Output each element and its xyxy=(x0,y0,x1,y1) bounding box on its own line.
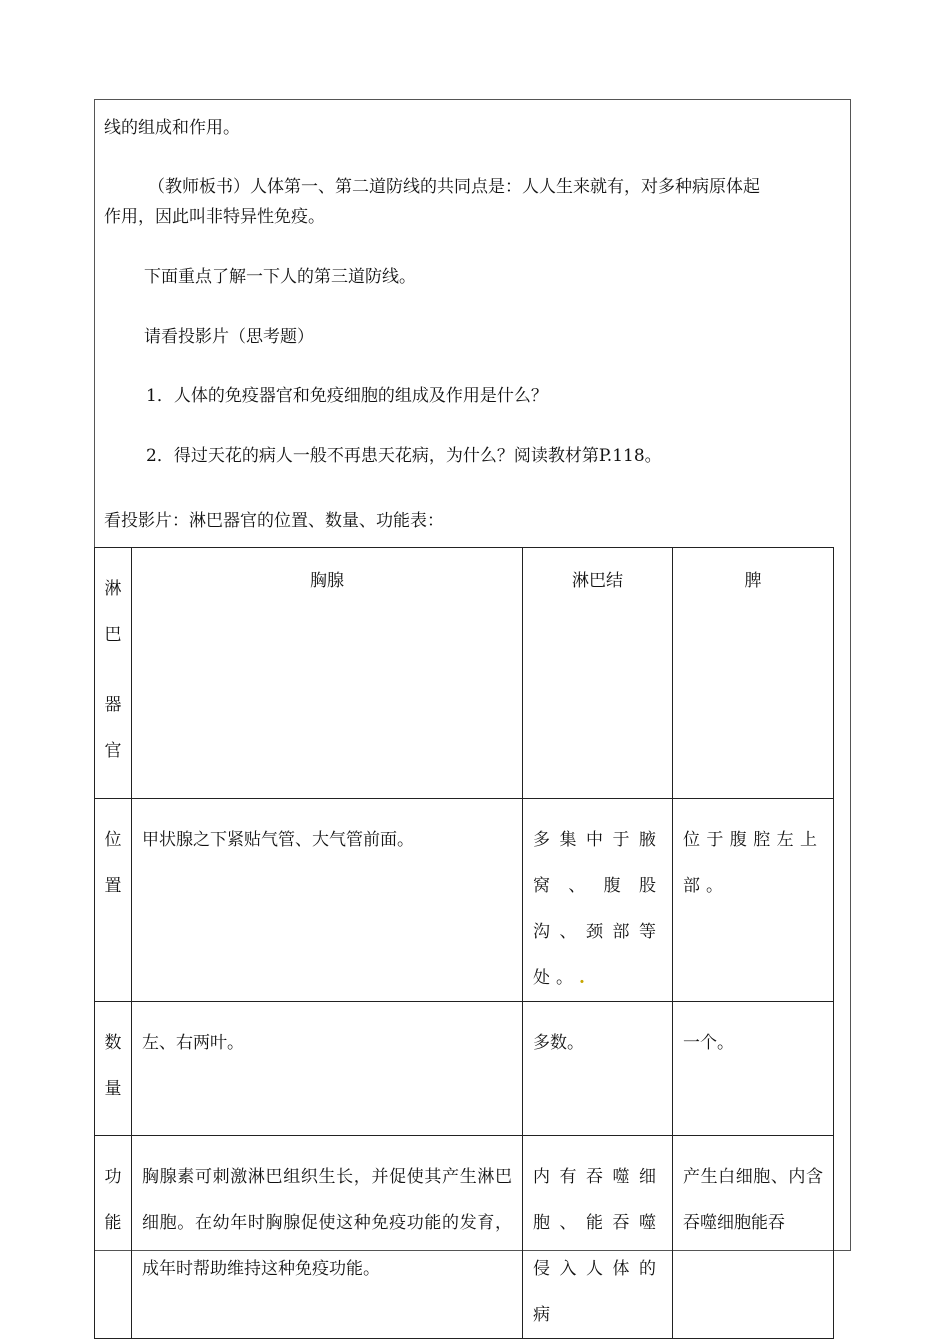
cell-lymph-node-function: 内有吞噬细胞、能吞噬侵入人体的病 xyxy=(523,1136,673,1339)
row-label-char: 能 xyxy=(104,1213,122,1233)
header-lymph-node: 淋巴结 xyxy=(523,548,673,799)
paragraph-teacher-note-cont: 作用，因此叫非特异性免疫。 xyxy=(104,207,325,227)
row-label-char: 数 xyxy=(104,1033,122,1053)
cell-lymph-node-count: 多数。 xyxy=(523,1002,673,1136)
paragraph-teacher-note: （教师板书）人体第一、第二道防线的共同点是：人人生来就有，对多种病原体起 xyxy=(148,177,760,197)
row-label-function xyxy=(95,1136,132,1339)
question-2: 2．得过天花的病人一般不再患天花病，为什么？阅读教材第P.118。 xyxy=(146,446,662,466)
table-row-count xyxy=(95,1002,834,1136)
row-label-char: 置 xyxy=(104,876,122,896)
cell-thymus-function: 胸腺素可刺激淋巴组织生长，并促使其产生淋巴细胞。在幼年时胸腺促使这种免疫功能的发育，成年时帮助维持这种免疫功能。 xyxy=(132,1136,523,1339)
row-label-char: 功 xyxy=(104,1167,122,1187)
header-spleen: 脾 xyxy=(673,548,834,799)
cell-mark: . xyxy=(579,968,591,988)
lymph-organ-table xyxy=(94,547,834,1339)
cell-thymus-position: 甲状腺之下紧贴气管、大气管前面。 xyxy=(132,799,523,1002)
paragraph-third-defense: 下面重点了解一下人的第三道防线。 xyxy=(144,267,416,287)
table-row-function xyxy=(95,1136,834,1339)
row-label-char: 巴 xyxy=(104,625,122,645)
question-1: 1．人体的免疫器官和免疫细胞的组成及作用是什么？ xyxy=(146,386,548,406)
header-thymus: 胸腺 xyxy=(132,548,523,799)
row-label-organ xyxy=(95,548,132,799)
row-label-char: 官 xyxy=(104,741,122,761)
table-caption: 看投影片：淋巴器官的位置、数量、功能表： xyxy=(104,511,444,531)
cell-thymus-count: 左、右两叶。 xyxy=(132,1002,523,1136)
table-row-position xyxy=(95,799,834,1002)
cell-spleen-position: 位于腹腔左上部。 xyxy=(673,799,834,1002)
paragraph-defense-line: 线的组成和作用。 xyxy=(104,118,240,138)
row-label-char: 淋 xyxy=(104,579,122,599)
cell-spleen-function: 产生白细胞、内含吞噬细胞能吞 xyxy=(673,1136,834,1339)
row-label-char: 量 xyxy=(104,1079,122,1099)
row-label-char: 位 xyxy=(104,830,122,850)
row-label-count xyxy=(95,1002,132,1136)
table-row-header xyxy=(95,548,834,799)
cell-lymph-node-position xyxy=(523,799,673,1002)
row-label-char: 器 xyxy=(104,695,122,715)
cell-spleen-count: 一个。 xyxy=(673,1002,834,1136)
row-label-position xyxy=(95,799,132,1002)
paragraph-slide-prompt: 请看投影片（思考题） xyxy=(144,327,314,347)
cell-text: 多集中于腋窝、腹股沟、颈部等处。 xyxy=(533,830,662,988)
